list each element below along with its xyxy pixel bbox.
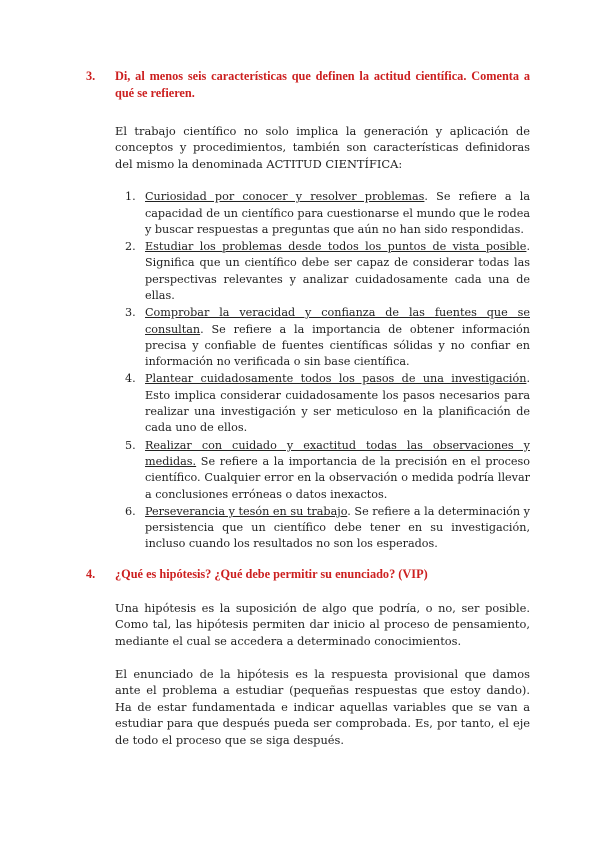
list-item-title: Plantear cuidadosamente todos los pasos de una investigación — [145, 372, 527, 386]
list-item-desc: . Se refiere a la determinación y persistencia que un científico debe tener en su investigación, incluso cuando los resultados no son los esperados. — [145, 504, 531, 551]
list-item-number: 6. — [125, 504, 136, 518]
list-item-desc: . Esto implica considerar cuidadosamente los pasos necesarios para realizar una investigación y ser meticuloso en la planificación de cada uno de ellos. — [145, 372, 530, 435]
list-item — [125, 504, 530, 553]
list-item-number: 2. — [125, 240, 136, 254]
list-item-title: Estudiar los problemas desde todos los puntos de vista posible — [145, 240, 527, 254]
hypothesis-statement: El enunciado de la hipótesis es la respuesta provisional que damos ante el problema a estudiar (pequeñas respuestas que estoy dando). Ha de estar fundamentada e indicar aquellas variables que se van a estudiar para que después pueda ser comprobada. Es, por tanto, el eje de todo el proceso que se siga después. — [115, 666, 530, 747]
question-4-number: 4. — [86, 566, 96, 581]
list-item — [125, 239, 530, 304]
list-item-title: Perseverancia y tesón en su trabajo — [145, 504, 348, 518]
question-3-number: 3. — [86, 69, 96, 83]
hypothesis-definition: Una hipótesis es la suposición de algo que podría, o no, ser posible. Como tal, las hipótesis permiten dar inicio al proceso de pensamiento, mediante el cual se accedera a determinado conocimientos. — [115, 600, 530, 648]
list-item-desc: . Se refiere a la importancia de obtener información precisa y confiable de fuentes científicas sólidas y no confiar en información no verificada o sin base científica. — [145, 322, 530, 369]
question-4-title: ¿Qué es hipótesis? ¿Qué debe permitir su enunciado? (VIP) — [115, 566, 428, 581]
list-item — [125, 305, 530, 370]
list-item-number: 1. — [125, 190, 136, 204]
list-item-desc: . Significa que un científico debe ser capaz de considerar todas las perspectivas relevantes y analizar cuidadosamente cada una de ellas. — [145, 240, 530, 302]
list-item-number: 3. — [125, 306, 136, 320]
list-item-title: Realizar con cuidado y exactitud todas las observaciones y medidas. — [145, 438, 530, 468]
attitude-list — [125, 189, 530, 553]
list-item — [125, 371, 530, 436]
list-item-title: Curiosidad por conocer y resolver problemas — [145, 190, 425, 204]
list-item-number: 4. — [125, 372, 136, 386]
list-item-desc: Se refiere a la importancia de la precisión en el proceso científico. Cualquier error en la observación o medida podría llevar a conclusiones erróneas o datos inexactos. — [145, 454, 530, 501]
question-3-heading — [86, 68, 530, 102]
question-4-heading — [86, 566, 530, 583]
list-item-title: Comprobar la veracidad y confianza de las fuentes que se consultan — [145, 306, 530, 336]
list-item — [125, 189, 530, 238]
question-3-intro: El trabajo científico no solo implica la generación y aplicación de conceptos y procedimientos, también son características definidoras del mismo la denominada ACTITUD CIENTÍFICA: — [115, 124, 530, 171]
list-item-desc: . Se refiere a la capacidad de un científico para cuestionarse el mundo que le rodea y buscar respuestas a preguntas que aún no han sido respondidas. — [145, 190, 530, 236]
list-item — [125, 438, 530, 503]
list-item-number: 5. — [125, 438, 136, 452]
question-3-title: Di, al menos seis características que definen la actitud científica. Comenta a qué se refieren. — [115, 69, 530, 100]
